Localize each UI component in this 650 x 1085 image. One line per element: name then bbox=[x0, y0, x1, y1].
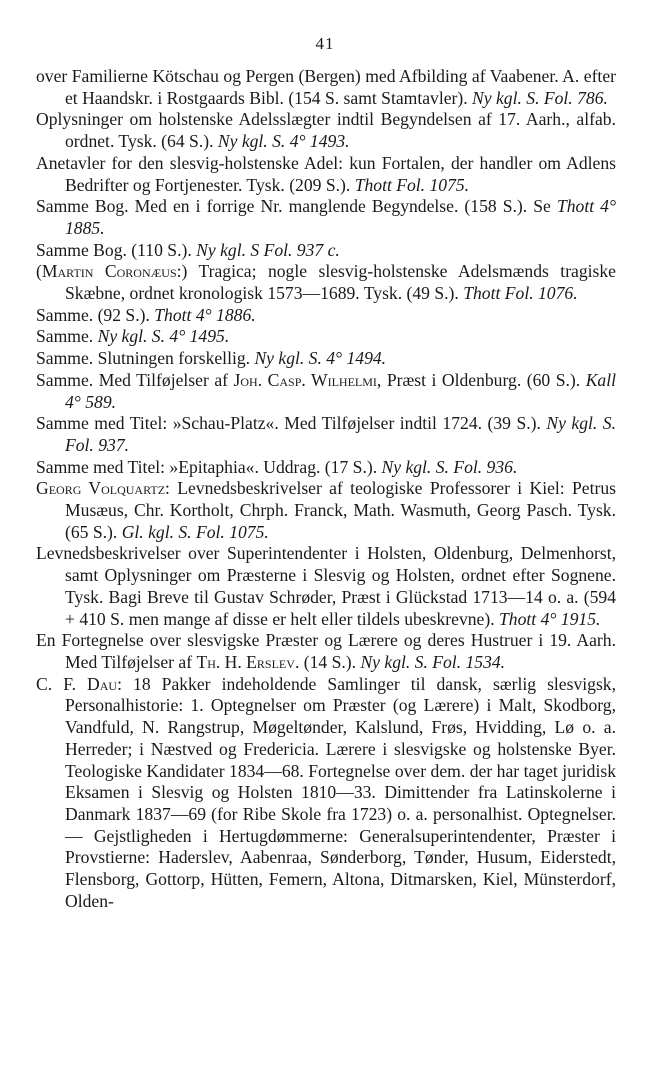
entry-text: Levnedsbeskrivelser over Superintendenter i Holsten, Oldenburg, Delmenhorst, samt Oplysninger om Præsterne i Slesvig og Holsten, ordnet efter Sognene. Tysk. Bagi Breve til Gustav Schrøder, Præst i Glückstad 1713—14 o. a. (594 + 410 S. men mange af disse er helt eller tildels ubeskrevne). bbox=[36, 543, 616, 629]
entry-text: Samme. (92 S.). bbox=[36, 304, 155, 325]
entry-text: Samme med Titel: »Epitaphia«. Uddrag. (17 S.). bbox=[36, 456, 382, 477]
entry-text: ( bbox=[36, 261, 42, 282]
catalog-entry bbox=[36, 153, 616, 196]
shelfmark: Thott 4° 1886. bbox=[154, 304, 256, 325]
page-number: 41 bbox=[315, 34, 335, 53]
shelfmark: Ny kgl. S Fol. 937 c. bbox=[196, 239, 340, 260]
shelfmark: Thott 4° 1915. bbox=[499, 608, 601, 629]
catalog-entry bbox=[36, 543, 616, 630]
entry-text: : Levnedsbeskrivelser af teologiske Professorer i Kiel: Petrus Musæus, Chr. Kortholt, Chrph. Franck, Math. Wasmuth, Georg Pasch. Tysk. (65 S.). bbox=[65, 478, 616, 542]
catalog-entry bbox=[36, 305, 616, 327]
entry-text: Samme Bog. (110 S.). bbox=[36, 239, 197, 260]
entry-text: Samme. Slutningen forskellig. bbox=[36, 348, 255, 369]
shelfmark: Thott Fol. 1076. bbox=[463, 283, 578, 304]
entry-text: C. F. bbox=[36, 673, 88, 694]
catalog-entry bbox=[36, 66, 616, 109]
author-name: Martin Coronæus bbox=[41, 261, 177, 282]
entry-text: , Præst i Oldenburg. (60 S.). bbox=[376, 369, 586, 390]
entry-text: Anetavler for den slesvig-holstenske Adel: kun Fortalen, der handler om Adlens Bedrifter og Fortjenester. Tysk. (209 S.). bbox=[36, 152, 616, 195]
author-name: Joh. Casp. Wilhelmi bbox=[233, 369, 377, 390]
entry-text: Samme. Med Tilføjelser af bbox=[36, 369, 234, 390]
catalog-entry bbox=[36, 348, 616, 370]
shelfmark: Ny kgl. S. 4° 1495. bbox=[97, 326, 230, 347]
entry-text: Oplysninger om holstenske Adelsslægter indtil Begyndelsen af 17. Aarh., alfab. ordnet. Tysk. (64 S.). bbox=[36, 109, 616, 152]
author-name: Georg Volquartz bbox=[36, 478, 166, 499]
shelfmark: Ny kgl. S. Fol. 1534. bbox=[360, 651, 506, 672]
catalog-entry bbox=[36, 240, 616, 262]
catalog-entry bbox=[36, 109, 616, 152]
shelfmark: Ny kgl. S. Fol. 937. bbox=[65, 413, 616, 455]
catalog-entry bbox=[36, 413, 616, 456]
shelfmark: Ny kgl. S. 4° 1494. bbox=[254, 348, 387, 369]
catalog-entry bbox=[36, 457, 616, 479]
shelfmark: Ny kgl. S. Fol. 936. bbox=[381, 456, 518, 477]
catalog-entry bbox=[36, 261, 616, 304]
shelfmark: Ny kgl. S. Fol. 786. bbox=[472, 87, 608, 108]
catalog-entry bbox=[36, 478, 616, 543]
catalog-entry bbox=[36, 196, 616, 239]
shelfmark: Thott Fol. 1075. bbox=[354, 174, 470, 195]
entry-text: Samme Bog. Med en i forrige Nr. manglende Begyndelse. (158 S.). Se bbox=[36, 196, 557, 217]
catalog-entries bbox=[36, 66, 616, 912]
shelfmark: Kall 4° 589. bbox=[65, 369, 616, 412]
entry-text: over Familierne Kötschau og Pergen (Bergen) med Afbilding af Vaabener. A. efter et Haandskr. i Rostgaards Bibl. (154 S. samt Stamtavler). bbox=[36, 66, 616, 108]
entry-text: : 18 Pakker indeholdende Samlinger til dansk, særlig slesvigsk, Personalhistorie: 1. Optegnelser om Præster (og Lærere) i Malt, Skodborg, Vandfuld, N. Rangstrup, Møgeltønder, Kalslund, Frøs, Hvidding, Lø o. a. Herreder; i Næstved og Fredericia. Lærere i slesvigske og holstenske Byer. Teologiske Kandidater 1834—68. Fortegnelse over dem. der har taget juridisk Eksamen i Slesvig og Holsten 1810—33. Dimittender fra Latinskolerne i Danmark 1837—69 (for Ribe Skole fra 1723) o. a. personalhist. Optegnelser. — Gejstligheden i Hertugdømmerne: Generalsuperintendenter, Præster i Provstierne: Haderslev, Aabenraa, Sønderborg, Tønder, Husum, Eiderstedt, Flensborg, Gottorp, Hütten, Femern, Altona, Ditmarsken, Kiel, Münsterdorf, Olden- bbox=[65, 673, 616, 911]
shelfmark: Ny kgl. S. 4° 1493. bbox=[217, 131, 350, 152]
entry-text: Samme med Titel: »Schau-Platz«. Med Tilføjelser indtil 1724. (39 S.). bbox=[36, 413, 547, 434]
author-name: Dau bbox=[87, 673, 118, 694]
catalog-entry bbox=[36, 674, 616, 913]
catalog-entry bbox=[36, 630, 616, 673]
entry-text: :) Tragica; nogle slesvig-holstenske Adelsmænds tragiske Skæbne, ordnet kronologisk 1573—1689. Tysk. (49 S.). bbox=[65, 261, 616, 304]
catalog-entry bbox=[36, 370, 616, 413]
entry-text: En Fortegnelse over slesvigske Præster og Lærere og deres Hustruer i 19. Aarh. Med Tilføjelser af bbox=[36, 630, 616, 672]
catalog-entry bbox=[36, 326, 616, 348]
shelfmark: Thott 4° 1885. bbox=[65, 196, 616, 238]
author-name: Th. H. Erslev bbox=[196, 651, 295, 672]
entry-text: Samme. bbox=[36, 326, 98, 347]
shelfmark: Gl. kgl. S. Fol. 1075. bbox=[121, 521, 269, 542]
entry-text: . (14 S.). bbox=[294, 651, 361, 672]
